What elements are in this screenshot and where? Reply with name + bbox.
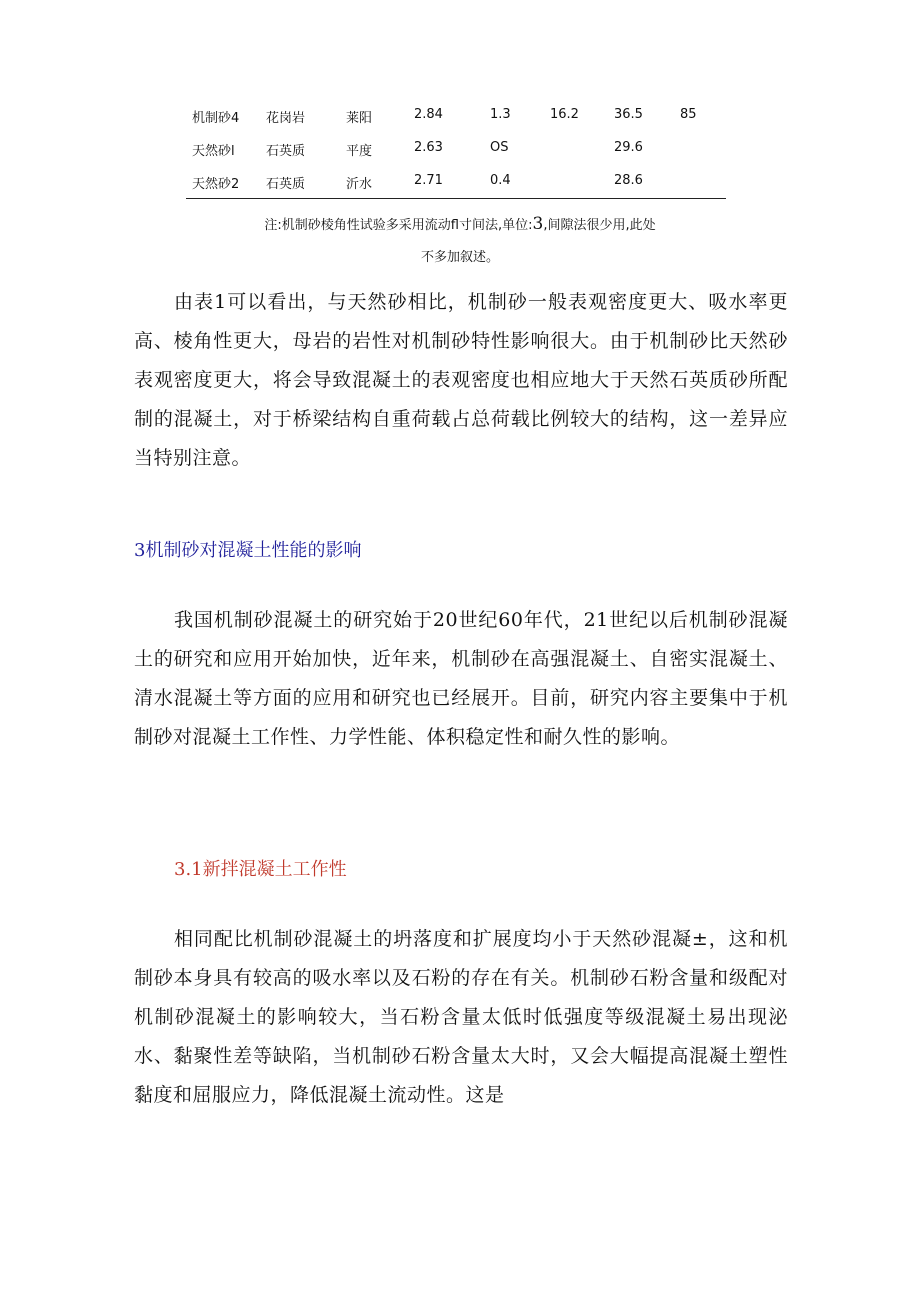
table-cell: 石英质 bbox=[266, 177, 306, 192]
body-paragraph: 由表1可以看出，与天然砂相比，机制砂一般表观密度更大、吸水率更高、棱角性更大，母岩的岩性对机制砂特性影响很大。由于机制砂比天然砂表观密度更大，将会导致混凝土的表观密度也相应地大于天然石英质砂所配制的混凝土，对于桥梁结构自重荷载占总荷载比例较大的结构，这一差异应当特别注意。 bbox=[134, 291, 788, 469]
table-cell: 石英质 bbox=[266, 144, 306, 159]
table-cell: 16.2 bbox=[550, 107, 579, 122]
table-cell: 0.4 bbox=[490, 173, 511, 188]
table-row bbox=[186, 137, 726, 170]
table-cell: 机制砂4 bbox=[192, 111, 240, 126]
table-cell: 花岗岩 bbox=[266, 111, 306, 126]
table-cell: 36.5 bbox=[614, 107, 643, 122]
table-note-unit: 3 bbox=[532, 214, 544, 234]
table-cell: 天然砂l bbox=[192, 144, 235, 159]
section-heading: 3机制砂对混凝土性能的影响 bbox=[134, 540, 362, 561]
table-cell: 2.71 bbox=[414, 173, 443, 188]
table-note bbox=[0, 214, 920, 234]
table-cell: 85 bbox=[680, 107, 697, 122]
body-paragraph: 相同配比机制砂混凝土的坍落度和扩展度均小于天然砂混凝±，这和机制砂本身具有较高的吸水率以及石粉的存在有关。机制砂石粉含量和级配对机制砂混凝土的影响较大，当石粉含量太低时低强度等级混凝土易出现泌水、黏聚性差等缺陷，当机制砂石粉含量太大时，又会大幅提高混凝土塑性黏度和屈服应力，降低混凝土流动性。这是 bbox=[134, 928, 788, 1106]
table-note-continued: 不多加叙述。 bbox=[420, 250, 499, 265]
table-cell: 2.84 bbox=[414, 107, 443, 122]
table-cell: 2.63 bbox=[414, 140, 443, 155]
table-cell: 28.6 bbox=[614, 173, 643, 188]
table-note-part: ,间隙法很少用,此处 bbox=[543, 218, 656, 233]
body-paragraph: 我国机制砂混凝土的研究始于20世纪60年代，21世纪以后机制砂混凝土的研究和应用开始加快，近年来，机制砂在高强混凝土、自密实混凝土、清水混凝土等方面的应用和研究也已经展开。目前，研究内容主要集中于机制砂对混凝土工作性、力学性能、体积稳定性和耐久性的影响。 bbox=[134, 609, 788, 748]
table-cell: 29.6 bbox=[614, 140, 643, 155]
table-note-part: 注:机制砂棱角性试验多采用流动fl寸间法,单位: bbox=[264, 218, 533, 233]
table-bottom-rule bbox=[186, 198, 726, 199]
table-cell: OS bbox=[490, 140, 509, 155]
table-cell: 1.3 bbox=[490, 107, 511, 122]
table-row bbox=[186, 104, 726, 137]
table-cell: 天然砂2 bbox=[192, 177, 240, 192]
aggregate-table bbox=[186, 104, 726, 203]
subsection-heading: 3.1新拌混凝土工作性 bbox=[174, 859, 347, 880]
table-cell: 莱阳 bbox=[346, 111, 373, 126]
table-cell: 沂水 bbox=[346, 177, 373, 192]
table-cell: 平度 bbox=[346, 144, 373, 159]
